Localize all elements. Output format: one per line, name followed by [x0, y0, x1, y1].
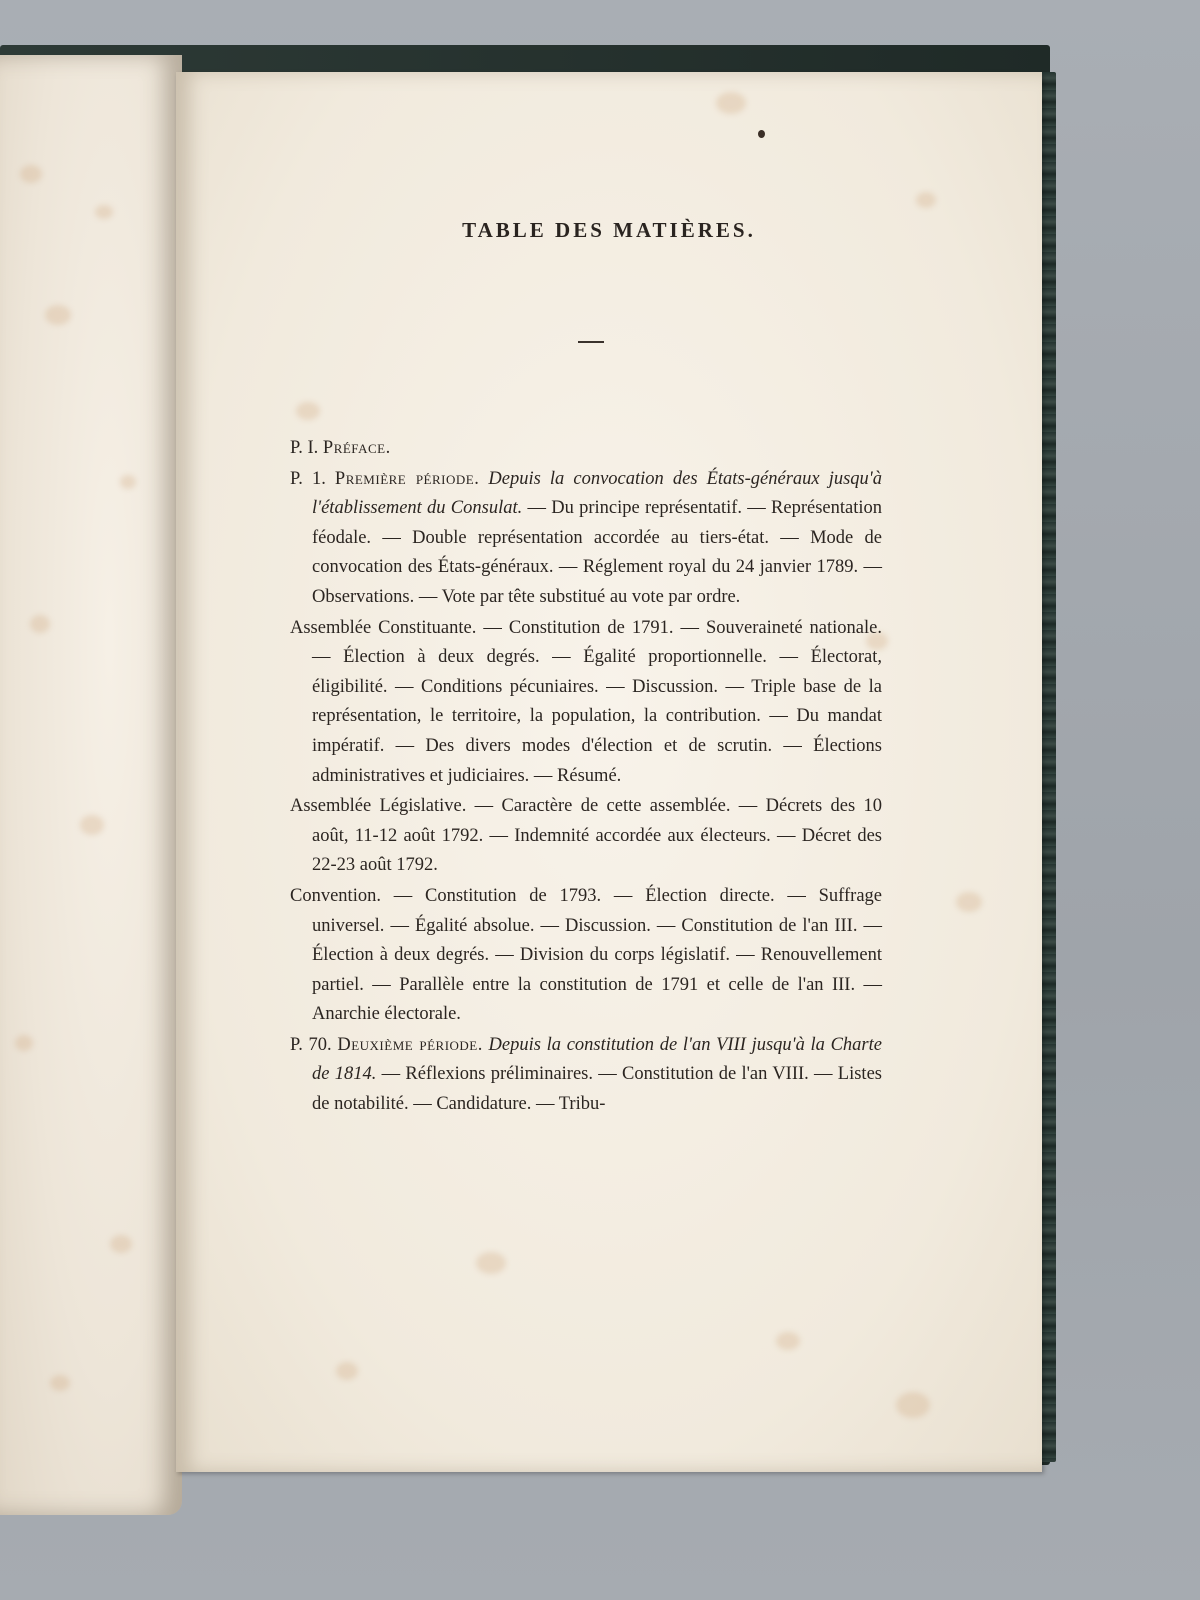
toc-entry-text: — Réflexions préliminaires. — Constitution de l'an VIII. — Listes de notabilité. — Candidature. — Tribu- [312, 1064, 882, 1115]
right-page [176, 72, 1042, 1472]
toc-entry-text: — Du principe représentatif. — Représentation féodale. — Double représentation accordée au tiers-état. — Mode de convocation des États-généraux. — Réglement royal du 24 janvier 1789. — Observations. — Vote par tête substitué au vote par ordre. [312, 498, 882, 607]
toc-entry [290, 614, 882, 792]
toc-entry-text: Assemblée Constituante. — Constitution de 1791. — Souveraineté nationale. — Élection à deux degrés. — Égalité proportionnelle. — Électorat, éligibilité. — Conditions pécuniaires. — Discussion. — Triple base de la représentation, le territoire, la population, la contribution. — Du mandat impératif. — Des divers modes d'élection et de scrutin. — Élections administratives et judiciaires. — Résumé. [290, 617, 882, 786]
toc-entry-text: P. 70. [290, 1034, 338, 1055]
ink-spot [758, 130, 765, 138]
toc-entry-text: Deuxième période. [337, 1034, 483, 1055]
toc-entry-text: Préface. [322, 438, 391, 458]
toc-entry-text: Première période. [334, 468, 480, 489]
toc-entry-text: P. 1. [290, 468, 335, 489]
page-title: TABLE DES MATIÈRES. [462, 218, 756, 242]
toc-entry [290, 465, 882, 613]
toc-entry-text: P. I. [290, 438, 323, 458]
toc-entry-text: Assemblée Législative. — Caractère de cette assemblée. — Décrets des 10 août, 11-12 août 1792. — Indemnité accordée aux électeurs. — Décret des 22-23 août 1792. [290, 796, 882, 876]
toc-entry [290, 1031, 882, 1120]
toc-entry-text: Depuis la constitution de l'an VIII jusqu'à la Charte de 1814. [312, 1034, 882, 1085]
toc-entry [290, 434, 882, 464]
toc-entry [290, 792, 882, 881]
table-of-contents [290, 434, 882, 1121]
left-page [0, 55, 182, 1515]
toc-entry-text: Convention. — Constitution de 1793. — Élection directe. — Suffrage universel. — Égalité absolue. — Discussion. — Constitution de l'an III. — Élection à deux degrés. — Division du corps législatif. — Renouvellement partiel. — Parallèle entre la constitution de 1791 et celle de l'an III. — Anarchie électorale. [290, 885, 882, 1025]
toc-entry [290, 882, 882, 1030]
title-rule [578, 341, 604, 343]
toc-entry-text: Depuis la convocation des États-généraux jusqu'à l'établissement du Consulat. [312, 468, 882, 519]
